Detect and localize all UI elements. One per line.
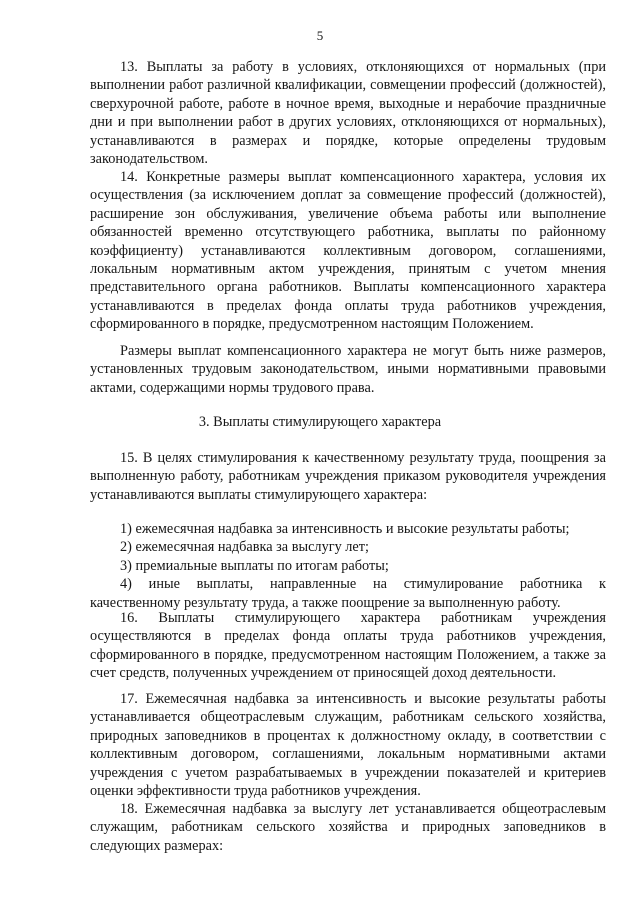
paragraph-14: 14. Конкретные размеры выплат компенсационного характера, условия их осуществления (за исключением доплат за совмещение профессий (должностей), расширение зон обслуживания, увеличение объема работы или выполнение обязанностей временно отсутствующего работника, выплаты по районному коэффициенту) устанавливаются коллективным договором, соглашениями, локальным нормативным актом учреждения, принятым с учетом мнения представительного органа работников. Выплаты компенсационного характера устанавливаются в пределах фонда оплаты труда работников учреждения, сформированного в порядке, предусмотренном настоящим Положением. bbox=[90, 169, 606, 333]
list-item: 2) ежемесячная надбавка за выслугу лет; bbox=[120, 539, 370, 556]
section-heading: 3. Выплаты стимулирующего характера bbox=[198, 414, 442, 430]
list-item: 4) иные выплаты, направленные на стимулирование работника к качественному результату труда, а также поощрение за выполненную работу. bbox=[90, 576, 606, 611]
paragraph-16: 16. Выплаты стимулирующего характера работникам учреждения осуществляются в пределах фонда оплаты труда работников учреждения, сформированного в порядке, предусмотренном настоящим Положением, а также за счет средств, полученных учреждением от приносящей доход деятельности. bbox=[90, 610, 606, 682]
paragraph-15-list bbox=[90, 520, 606, 612]
page-number: 5 bbox=[316, 28, 324, 43]
paragraph-18: 18. Ежемесячная надбавка за выслугу лет устанавливается общеотраслевым служащим, работникам сельского хозяйства и природных заповедников в следующих размерах: bbox=[90, 801, 606, 854]
paragraph-17: 17. Ежемесячная надбавка за интенсивность и высокие результаты работы устанавливается общеотраслевым служащим, работникам сельского хозяйства, природных заповедников в процентах к должностному окладу, в соответствии с коллективным договором, соглашениями, локальным нормативными актами учреждения с учетом разрабатываемых в учреждении показателей и критериев оценки эффективности труда работников учреждения. bbox=[90, 691, 606, 800]
list-item: 1) ежемесячная надбавка за интенсивность и высокие результаты работы; bbox=[120, 521, 570, 537]
paragraph-15: 15. В целях стимулирования к качественному результату труда, поощрения за выполненную работу, работникам учреждения приказом руководителя учреждения устанавливаются выплаты стимулирующего характера: bbox=[90, 450, 606, 503]
paragraph-14-continuation: Размеры выплат компенсационного характера не могут быть ниже размеров, установленных трудовым законодательством, иными нормативными правовыми актами, содержащими нормы трудового права. bbox=[90, 343, 606, 396]
list-item: 3) премиальные выплаты по итогам работы; bbox=[120, 557, 389, 574]
paragraph-13: 13. Выплаты за работу в условиях, отклоняющихся от нормальных (при выполнении работ различной квалификации, совмещении профессий (должностей), сверхурочной работе, работе в ночное время, выходные и нерабочие праздничные дни и при выполнении работ в других условиях, отклоняющихся от нормальных), устанавливаются в размерах и порядке, которые определены трудовым законодательством. bbox=[90, 59, 606, 168]
